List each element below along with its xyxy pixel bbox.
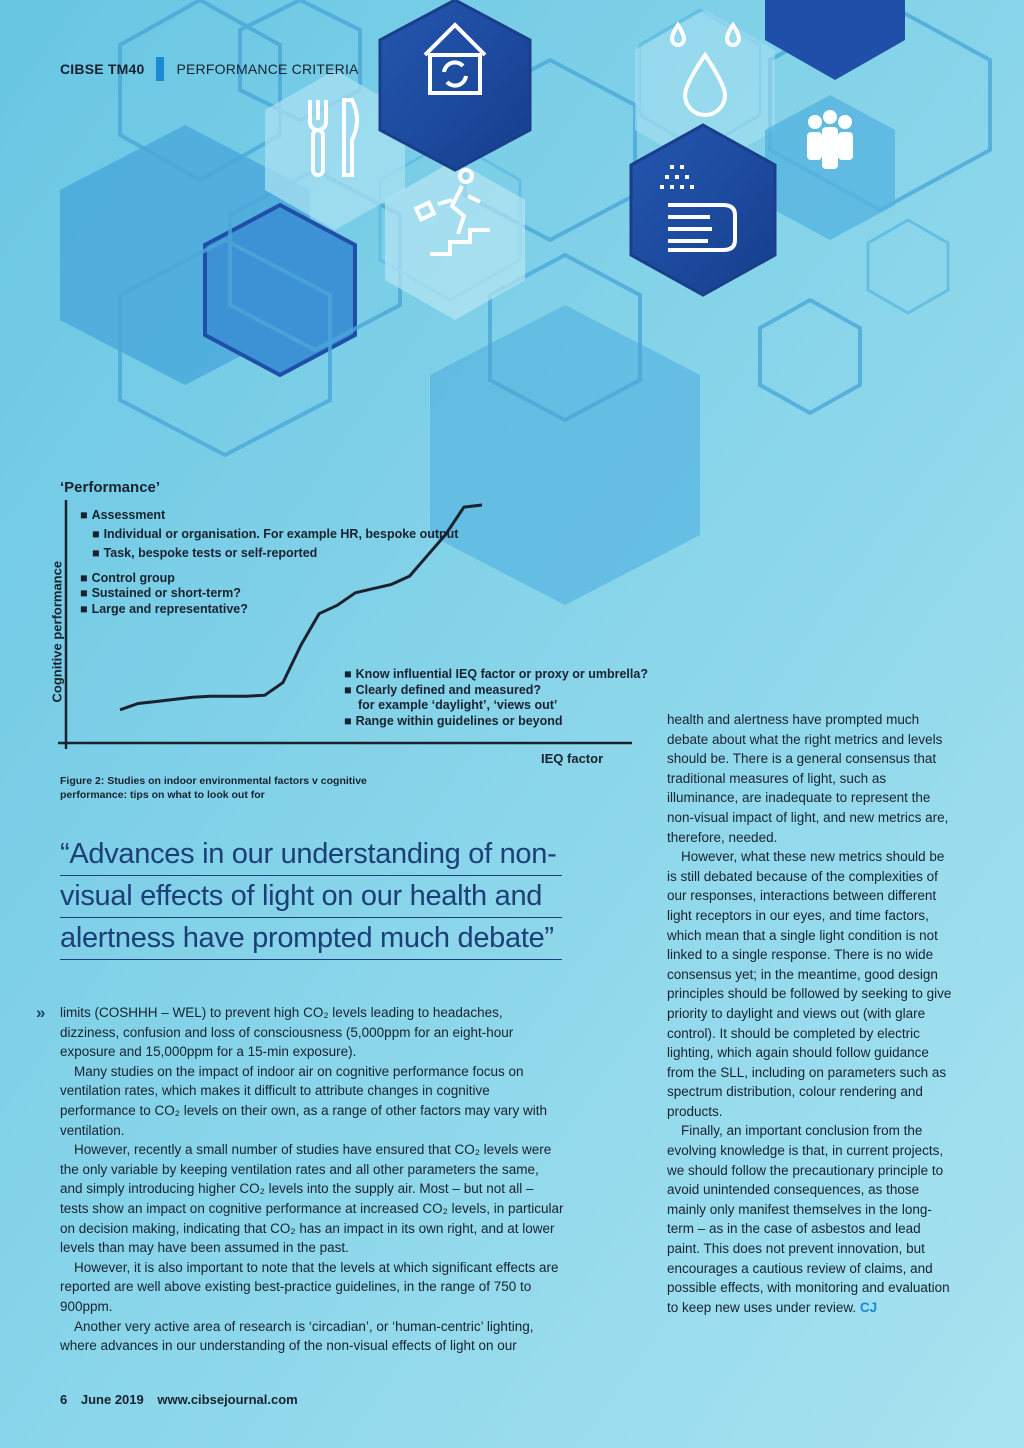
bullet-example: for example ‘daylight’, ‘views out’ [358,698,558,712]
chart-xlabel: IEQ factor [541,751,604,766]
pull-quote-line-3: alertness have prompted much debate” [60,918,562,960]
paragraph: However, it is also important to note that the levels at which significant effects are reported are well above existing best-practice guidelines, in the range of 750 to 900ppm. [60,1259,559,1314]
paragraph: However, what these new metrics should be is still debated because of the complexities of our responses, interactions between different light receptors in our eyes, and time factors, which mean that a single light condition is not linked to a single response. There is no wide consensus yet; in the meantime, good design principles should be followed by seeking to give priority to daylight and views out (with glare control). It should be completed by electric lighting, which again should follow guidance from the SLL, including on parameters such as spectrum distribution, colour rendering and products. [667,849,952,1119]
paragraph-text: Finally, an important conclusion from the evolving knowledge is that, in current projects, we should follow the precautionary principle to avoid unintended consequences, as those mainly only manifest themselves in the long-term – as in the case of asbestos and lead paint. This does not prevent innovation, but encourages a cautious review of claims, and possible effects, with monitoring and evaluation to keep new uses under review. [667,1123,950,1315]
paragraph: Many studies on the impact of indoor air on cognitive performance focus on ventilation rates, which makes it difficult to attribute changes in cognitive performance to CO₂ levels on their own, as a range of other factors may vary with ventilation. [60,1063,547,1138]
pull-quote [60,834,562,960]
paragraph: limits (COSHHH – WEL) to prevent high CO₂ levels leading to headaches, dizziness, confusion and loss of consciousness (5,000ppm for an eight-hour exposure and 15,000ppm for a 15-min exposure). [60,1005,514,1060]
page-footer [60,1392,308,1407]
bullet-large: ■ Large and representative? [80,602,248,617]
bullet-sustained: ■ Sustained or short-term? [80,586,241,601]
paragraph: Another very active area of research is ‘circadian’, or ‘human-centric’ lighting, where advances in our understanding of the non-visual effects of light on our [60,1318,534,1354]
bullet-clearly: ■ Clearly defined and measured? [344,683,541,698]
figure-caption: Figure 2: Studies on indoor environmental factors v cognitive performance: tips on what to look out for [60,775,367,801]
bullet-know: ■ Know influential IEQ factor or proxy or umbrella? [344,667,648,682]
pull-quote-line-1: “Advances in our understanding of non- [60,834,562,876]
continued-chevron-icon: » [36,1003,46,1022]
bullet-assessment: ■ Assessment [80,508,165,523]
website-link[interactable]: www.cibsejournal.com [157,1392,298,1407]
page-number: 6 [60,1392,68,1407]
publication-brand: CIBSE TM40 [60,61,145,77]
section-title: PERFORMANCE CRITERIA [176,61,359,77]
paragraph: health and alertness have prompted much debate about what the right metrics and levels should be. There is a general consensus that traditional measures of light, such as illuminance, are inadequate to represent the non-visual impact of light, and new metrics are, therefore, needed. [667,712,949,845]
bullet-control-group: ■ Control group [80,571,175,586]
chart-title: ‘Performance’ [60,479,161,496]
bullet-individual: ■ Individual or organisation. For example HR, bespoke output [92,527,458,542]
paragraph [667,1121,957,1317]
body-column-2 [667,710,957,1317]
chart-ylabel: Cognitive performance [49,560,65,703]
signoff-logo: CJ [859,1299,878,1315]
body-column-1 [60,1003,565,1356]
bullet-range: ■ Range within guidelines or beyond [344,714,563,729]
pull-quote-line-2: visual effects of light on our health and [60,876,562,918]
issue-date: June 2019 [80,1392,144,1407]
bullet-task: ■ Task, bespoke tests or self-reported [92,546,317,561]
paragraph: However, recently a small number of studies have ensured that CO₂ levels were the only variable by keeping ventilation rates and all other parameters the same, and simply introducing higher CO₂ levels into the supply air. Most – but not all – tests show an impact on cognitive performance at increased CO₂ levels, in particular on decision making, indicating that CO₂ has an impact in its own right, and at lower levels than may have been assumed in the past. [60,1142,564,1256]
